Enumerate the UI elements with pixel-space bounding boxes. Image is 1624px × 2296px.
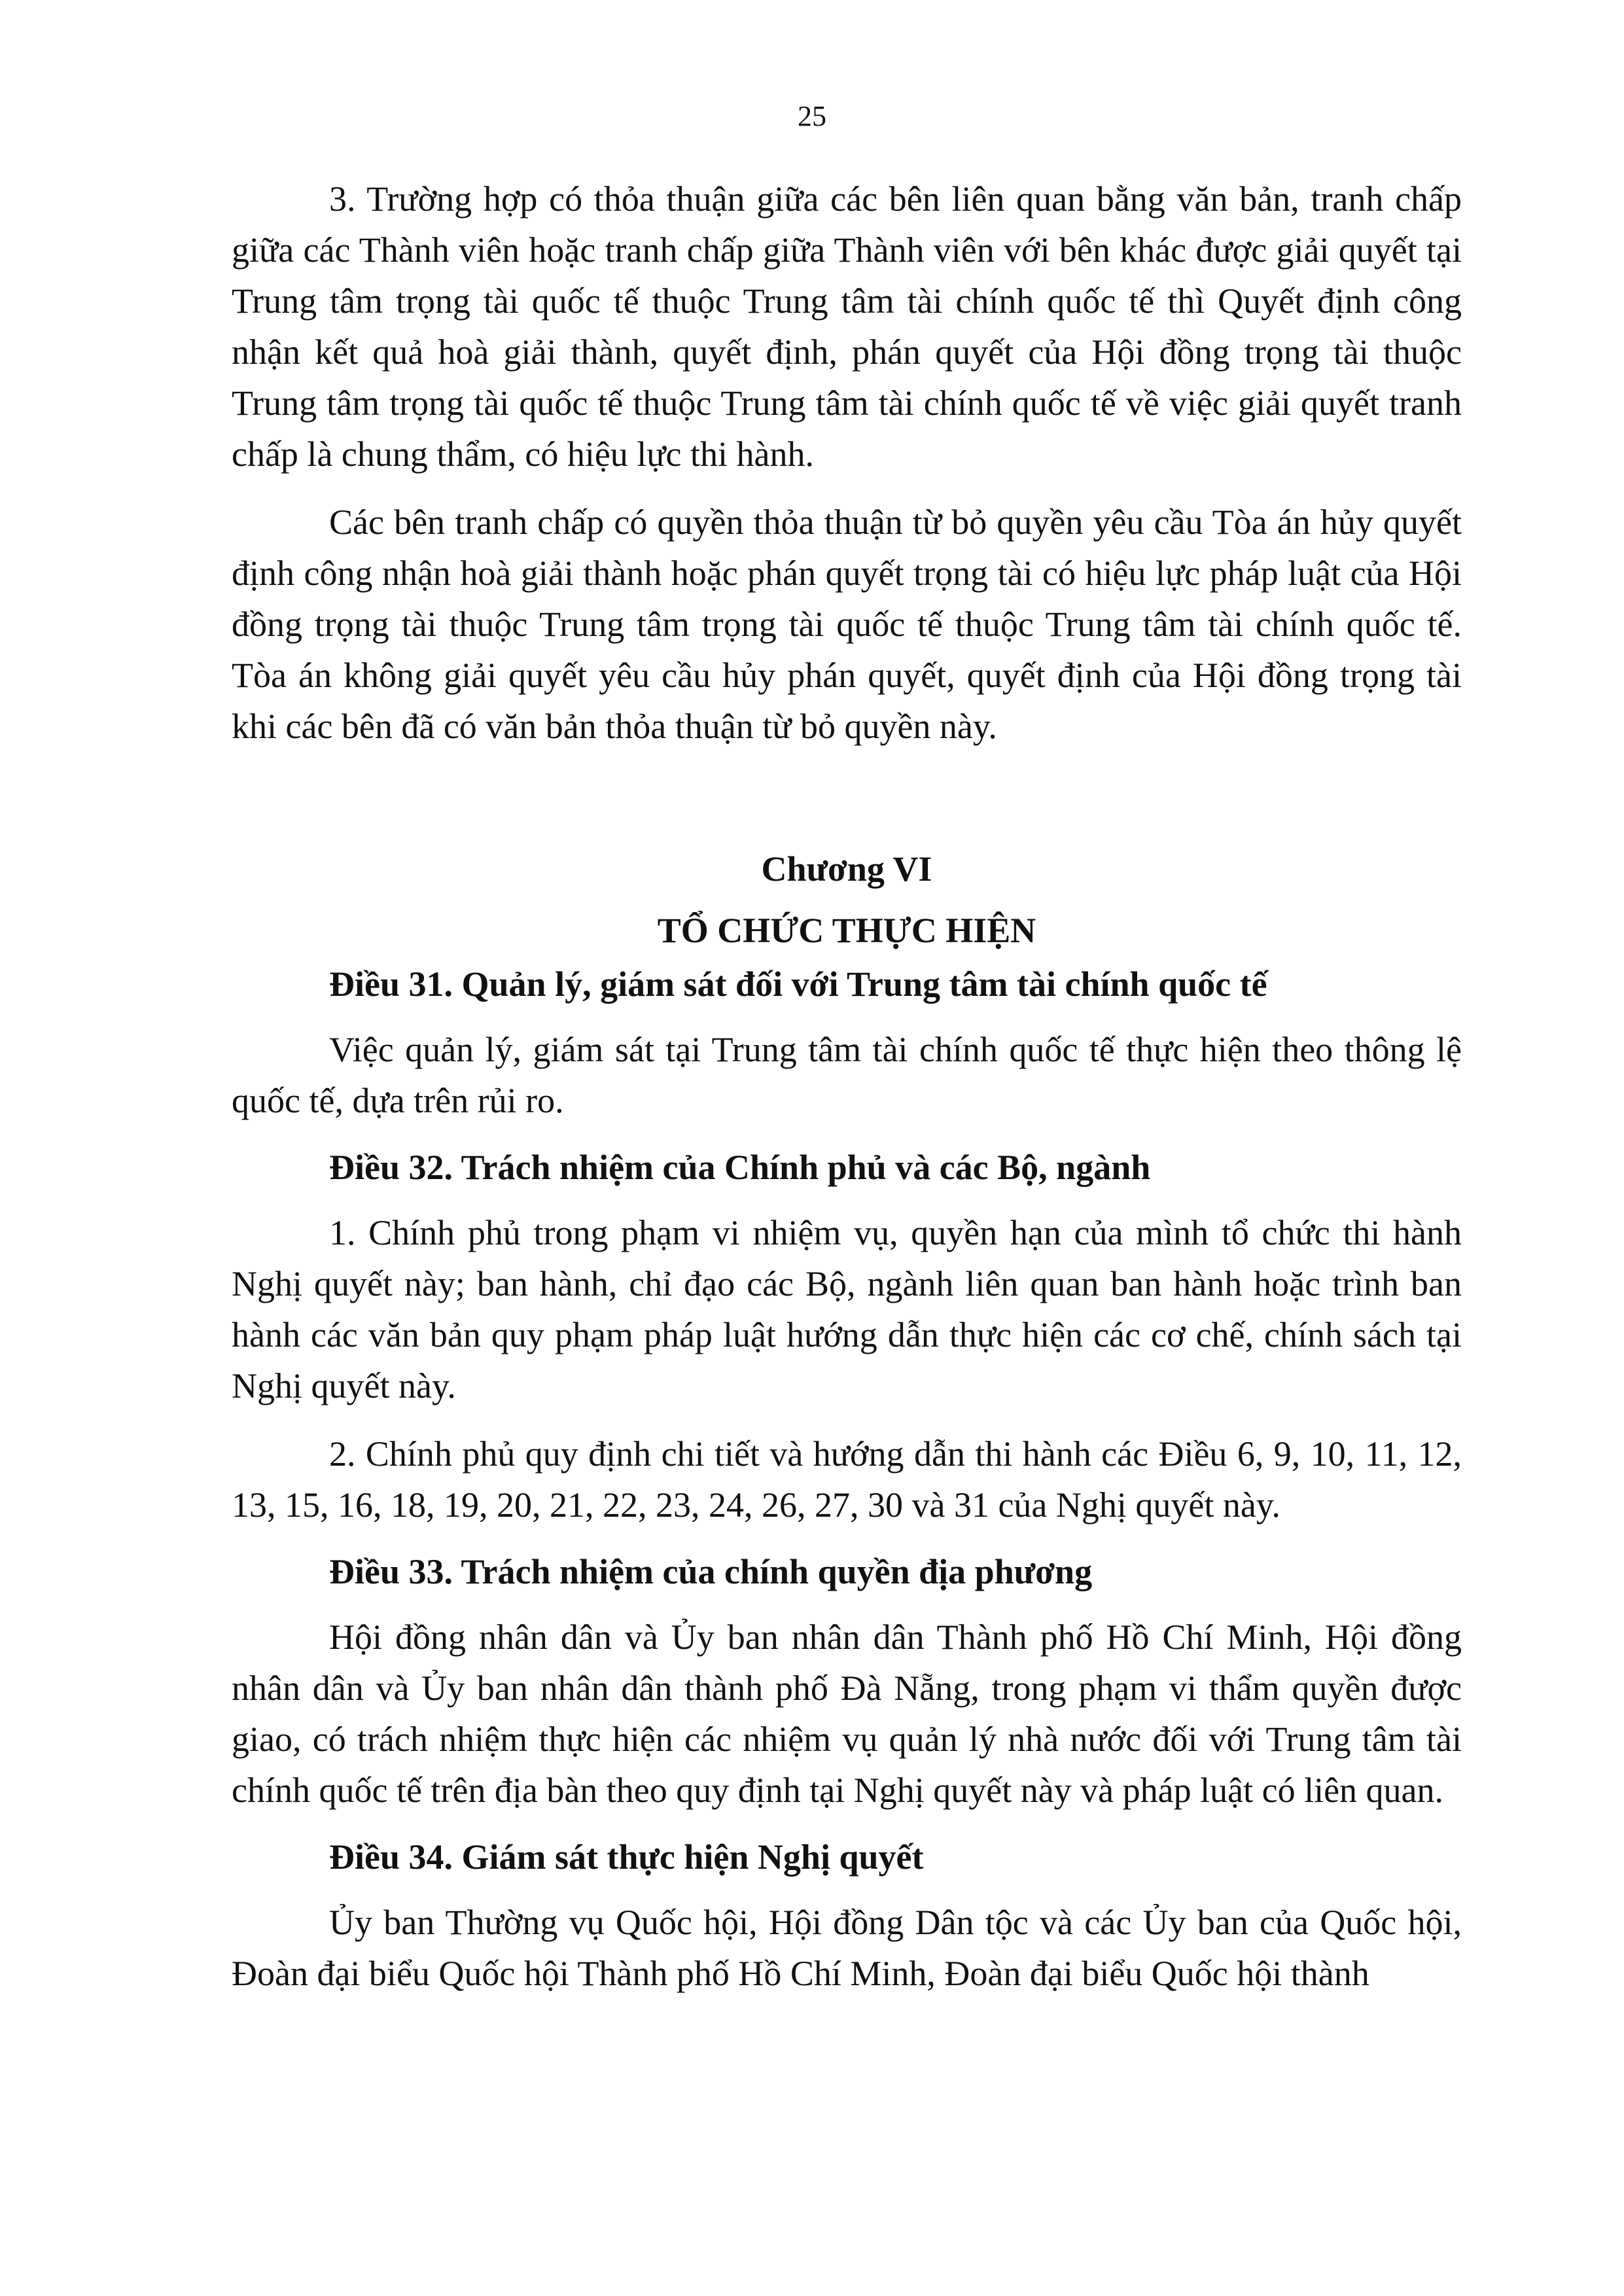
paragraph-waiver: Các bên tranh chấp có quyền thỏa thuận từ bỏ quyền yêu cầu Tòa án hủy quyết định công nhận hoà giải thành hoặc phán quyết trọng tài có hiệu lực pháp luật của Hội đồng trọng tài thuộc Trung tâm trọng tài quốc tế thuộc Trung tâm tài chính quốc tế. Tòa án không giải quyết yêu cầu hủy phán quyết, quyết định của Hội đồng trọng tài khi các bên đã có văn bản thỏa thuận từ bỏ quyền này. [232, 503, 1462, 746]
article-32-title: Điều 32. Trách nhiệm của Chính phủ và các Bộ, ngành [329, 1148, 1151, 1187]
document-body [232, 173, 1462, 1999]
article-34-paragraph: Ủy ban Thường vụ Quốc hội, Hội đồng Dân tộc và các Ủy ban của Quốc hội, Đoàn đại biểu Quốc hội Thành phố Hồ Chí Minh, Đoàn đại biểu Quốc hội thành [232, 1903, 1462, 1993]
paragraph-clause-3: 3. Trường hợp có thỏa thuận giữa các bên liên quan bằng văn bản, tranh chấp giữa các Thành viên hoặc tranh chấp giữa Thành viên với bên khác được giải quyết tại Trung tâm trọng tài quốc tế thuộc Trung tâm tài chính quốc tế thì Quyết định công nhận kết quả hoà giải thành, quyết định, phán quyết của Hội đồng trọng tài thuộc Trung tâm trọng tài quốc tế thuộc Trung tâm tài chính quốc tế về việc giải quyết tranh chấp là chung thẩm, có hiệu lực thi hành. [232, 179, 1462, 474]
page-number: 25 [798, 100, 826, 132]
article-31-paragraph: Việc quản lý, giám sát tại Trung tâm tài chính quốc tế thực hiện theo thông lệ quốc tế, dựa trên rủi ro. [232, 1030, 1462, 1120]
article-31-title: Điều 31. Quản lý, giám sát đối với Trung tâm tài chính quốc tế [329, 964, 1267, 1004]
chapter-title: TỔ CHỨC THỰC HIỆN [657, 911, 1036, 950]
chapter-number: Chương VI [761, 849, 932, 889]
article-33-title: Điều 33. Trách nhiệm của chính quyền địa phương [329, 1552, 1093, 1591]
article-32-clause-1: 1. Chính phủ trong phạm vi nhiệm vụ, quyền hạn của mình tổ chức thi hành Nghị quyết này; ban hành, chỉ đạo các Bộ, ngành liên quan ban hành hoặc trình ban hành các văn bản quy phạm pháp luật hướng dẫn thực hiện các cơ chế, chính sách tại Nghị quyết này. [232, 1213, 1462, 1405]
article-32-clause-2: 2. Chính phủ quy định chi tiết và hướng dẫn thi hành các Điều 6, 9, 10, 11, 12, 13, 15, 16, 18, 19, 20, 21, 22, 23, 24, 26, 27, 30 và 31 của Nghị quyết này. [232, 1434, 1462, 1525]
article-33-paragraph: Hội đồng nhân dân và Ủy ban nhân dân Thành phố Hồ Chí Minh, Hội đồng nhân dân và Ủy ban nhân dân thành phố Đà Nẵng, trong phạm vi thẩm quyền được giao, có trách nhiệm thực hiện các nhiệm vụ quản lý nhà nước đối với Trung tâm tài chính quốc tế trên địa bàn theo quy định tại Nghị quyết này và pháp luật có liên quan. [232, 1617, 1462, 1810]
article-34-title: Điều 34. Giám sát thực hiện Nghị quyết [329, 1837, 924, 1877]
